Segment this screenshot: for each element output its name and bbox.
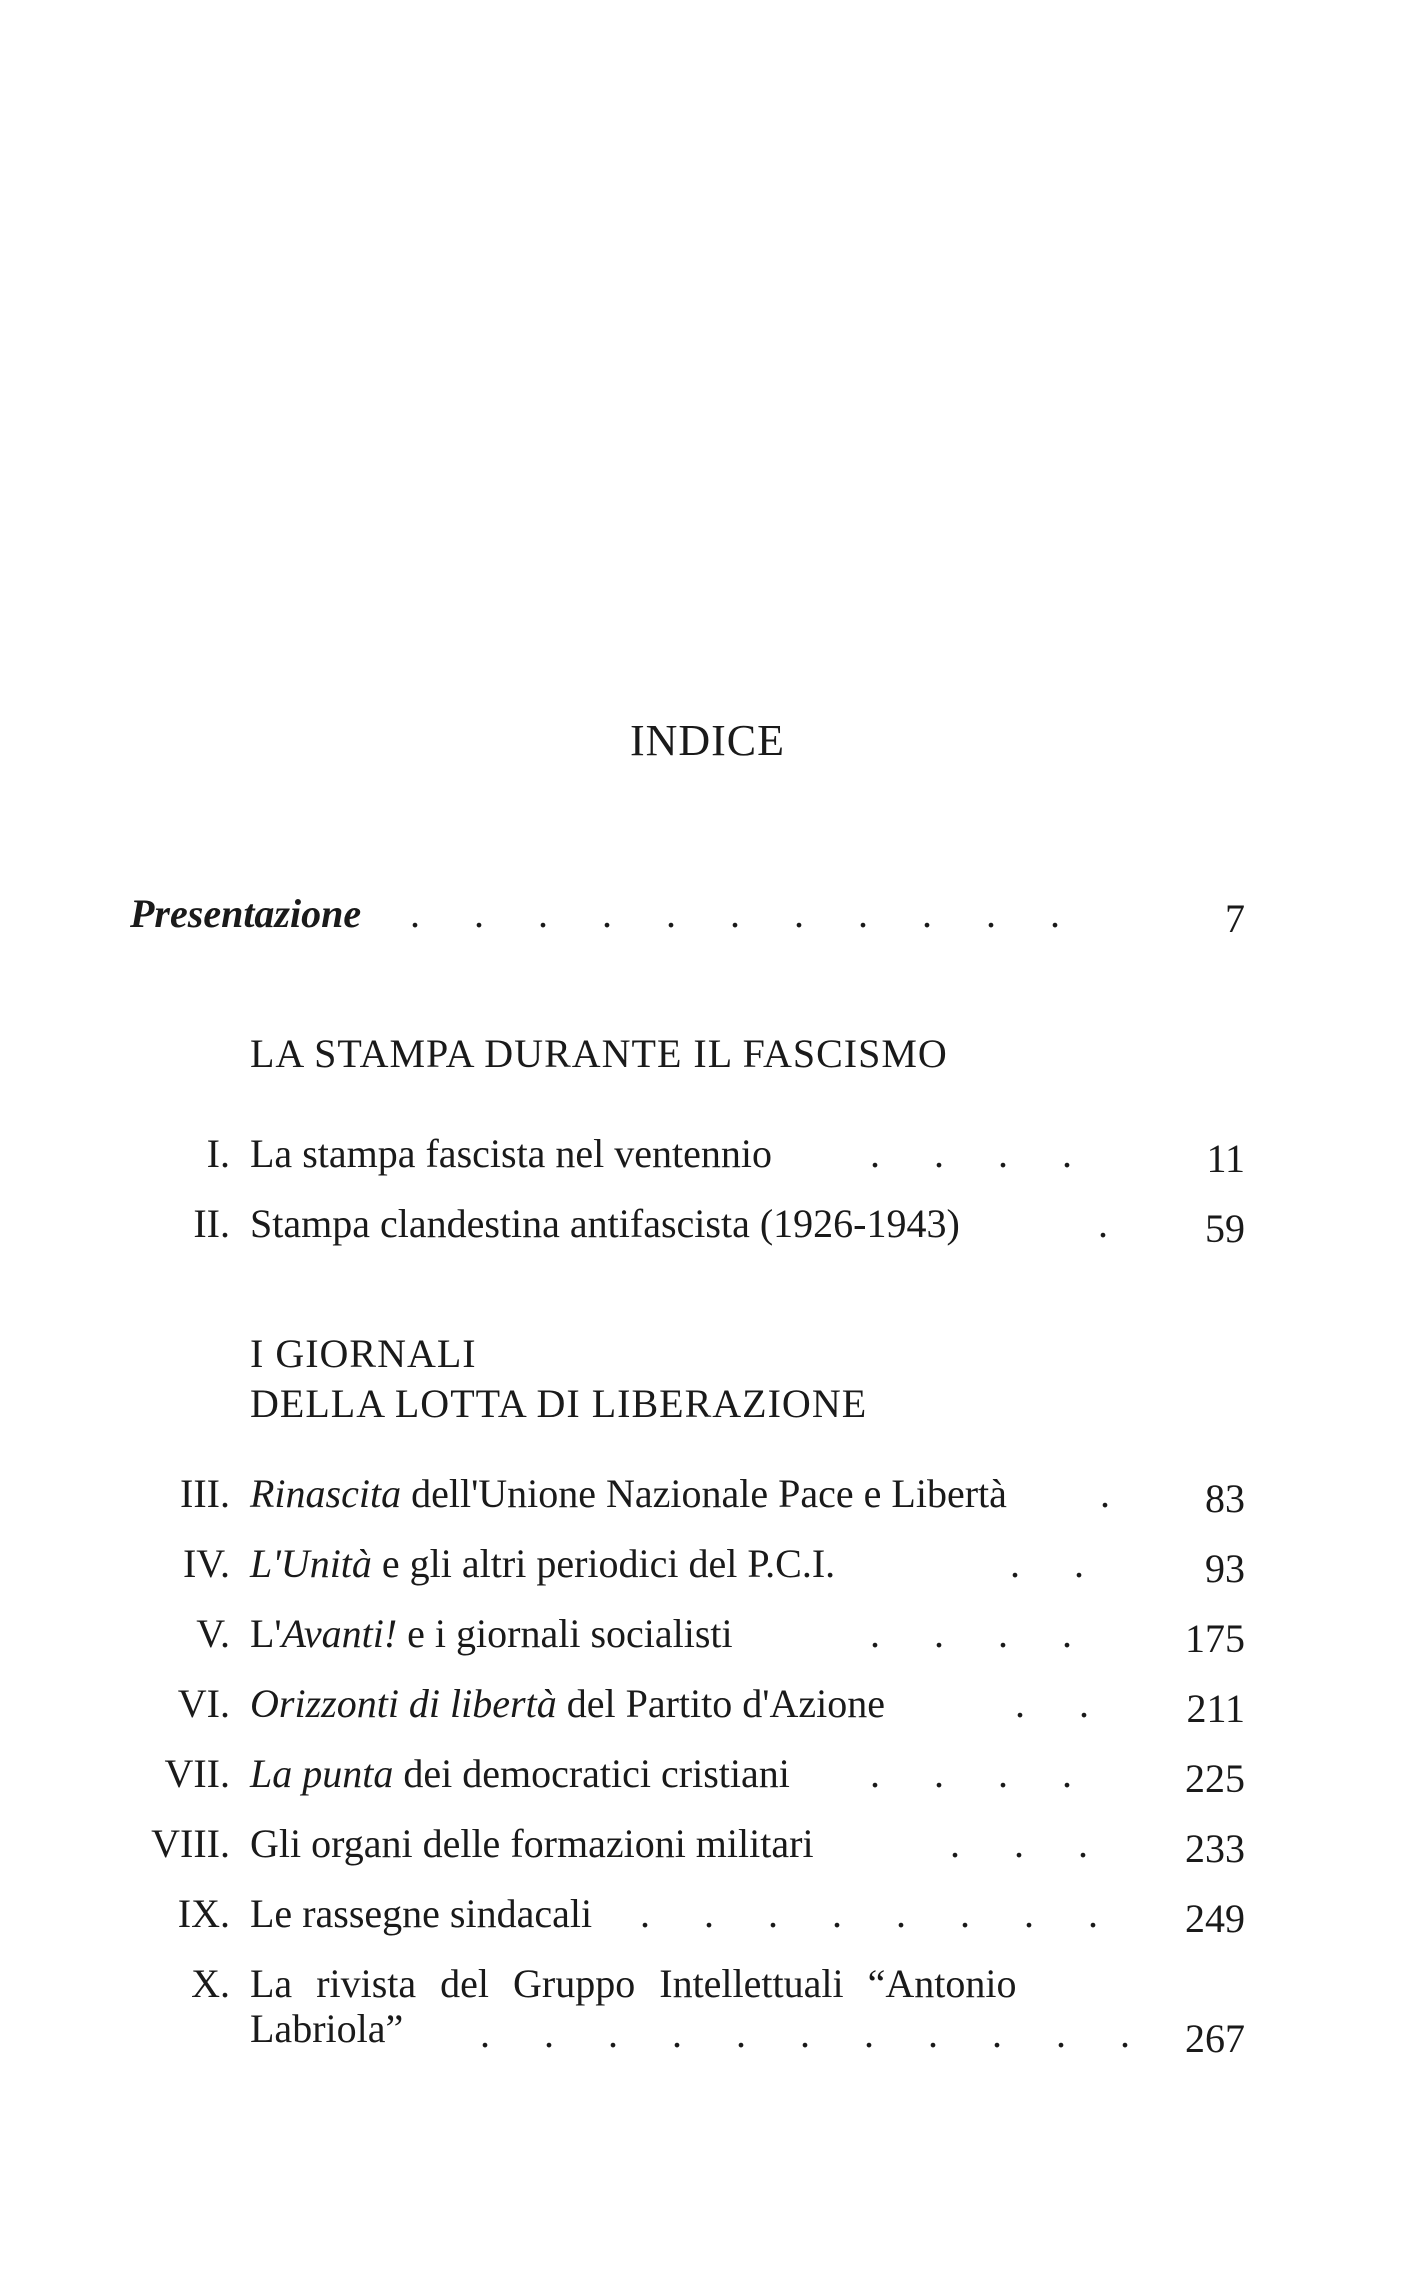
entry-title-italic: Rinascita (250, 1471, 402, 1516)
entry-title: Gli organi delle formazioni militari (250, 1821, 814, 1866)
entry-dots: . . . . (870, 1751, 1094, 1796)
entry-title (250, 1680, 885, 1727)
entry-title (250, 1750, 790, 1797)
entry-dots: . . . . (870, 1611, 1094, 1656)
entry-title-italic: Orizzonti di libertà (250, 1681, 557, 1726)
entry-number: V. (196, 1611, 230, 1656)
entry-page: 249 (1185, 1896, 1245, 1941)
section-heading-liberazione-line2: DELLA LOTTA DI LIBERAZIONE (250, 1381, 868, 1426)
entry-page: 225 (1185, 1756, 1245, 1801)
entry-dots: . . . (950, 1821, 1110, 1866)
entry-title-rest: e gli altri periodici del P.C.I. (371, 1541, 836, 1586)
entry-page: 93 (1205, 1546, 1245, 1591)
entry-title-italic: L'Unità (250, 1541, 372, 1586)
entry-page: 11 (1206, 1136, 1245, 1181)
entry-dots: . . (1010, 1541, 1106, 1586)
entry-number: II. (193, 1201, 230, 1246)
entry-number: I. (206, 1131, 230, 1176)
section-heading-liberazione-line1: I GIORNALI (250, 1331, 477, 1376)
entry-page: 211 (1186, 1686, 1245, 1731)
section-heading-fascismo: LA STAMPA DURANTE IL FASCISMO (250, 1031, 948, 1076)
entry-dots: . . (1015, 1681, 1111, 1726)
entry-page: 267 (1185, 2016, 1245, 2061)
entry-page: 233 (1185, 1826, 1245, 1871)
entry-number: VII. (164, 1751, 230, 1796)
entry-title-italic: La punta (250, 1751, 394, 1796)
entry-title (250, 1540, 835, 1587)
entry-page: 83 (1205, 1476, 1245, 1521)
entry-title: La stampa fascista nel ventennio (250, 1131, 773, 1176)
entry-number: X. (191, 1961, 230, 2006)
entry-title: Le rassegne sindacali (250, 1891, 593, 1936)
entry-title-rest: e i giornali socialisti (397, 1611, 733, 1656)
entry-title-rest: del Partito d'Azione (556, 1681, 885, 1726)
entry-dots: . . . . (870, 1131, 1094, 1176)
entry-title-italic: Avanti! (281, 1611, 398, 1656)
presentazione-dots: . . . . . . . . . . . (410, 891, 1082, 936)
entry-title: La rivista del Gruppo Intellettuali “Antonio (250, 1961, 1017, 2006)
entry-dots: . (1100, 1471, 1132, 1516)
entry-number: IX. (177, 1891, 230, 1936)
entry-number: VI. (177, 1681, 230, 1726)
entry-number: IV. (182, 1541, 230, 1586)
presentazione-page: 7 (1225, 896, 1245, 941)
entry-title: Stampa clandestina antifascista (1926-1943) (250, 1201, 960, 1246)
presentazione-label: Presentazione (130, 891, 362, 936)
page-title: INDICE (629, 716, 786, 765)
entry-number: III. (180, 1471, 230, 1516)
entry-title-rest: dell'Unione Nazionale Pace e Libertà (401, 1471, 1007, 1516)
entry-title (250, 1470, 1007, 1517)
entry-dots: . . . . . . . . (640, 1891, 1120, 1936)
entry-title-line2: Labriola” (250, 2006, 404, 2051)
entry-page: 175 (1185, 1616, 1245, 1661)
entry-title-rest: dei democratici cristiani (393, 1751, 790, 1796)
entry-dots: . . . . . . . . . . . (480, 2011, 1152, 2056)
entry-page: 59 (1205, 1206, 1245, 1251)
entry-title-prefix: L' (250, 1611, 282, 1656)
entry-dots: . (1098, 1201, 1130, 1246)
entry-title (250, 1610, 733, 1657)
entry-number: VIII. (151, 1821, 230, 1866)
